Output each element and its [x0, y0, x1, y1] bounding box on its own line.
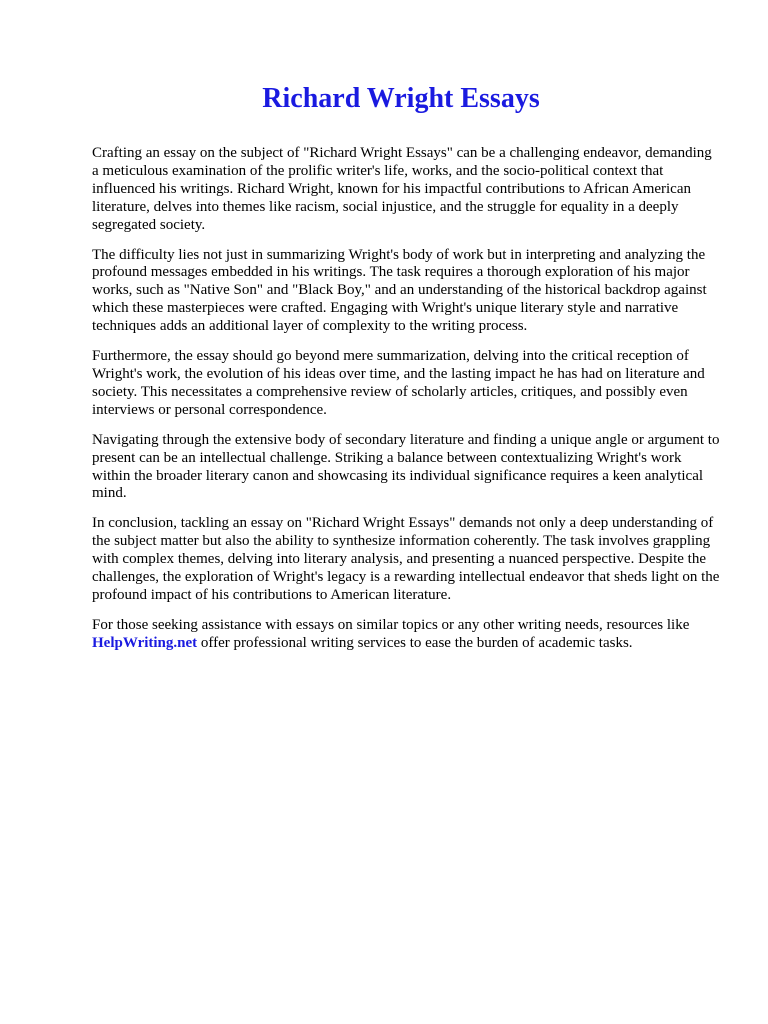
closing-paragraph — [92, 617, 720, 653]
paragraph-1: Crafting an essay on the subject of "Richard Wright Essays" can be a challenging endeavor, demanding a meticulous examination of the prolific writer's life, works, and the socio-political context that influenced his writings. Richard Wright, known for his impactful contributions to African American literature, delves into themes like racism, social injustice, and the struggle for equality in a deeply segregated society. — [92, 145, 712, 233]
document-title: Richard Wright Essays — [262, 83, 540, 114]
helpwriting-link[interactable]: HelpWriting.net — [92, 634, 198, 651]
closing-text-before-link: For those seeking assistance with essays on similar topics or any other writing needs, resources like — [92, 616, 690, 633]
closing-text-after-link: offer professional writing services to ease the burden of academic tasks. — [200, 634, 633, 651]
paragraph-5: In conclusion, tackling an essay on "Richard Wright Essays" demands not only a deep understanding of the subject matter but also the ability to synthesize information coherently. The task involves grappling with complex themes, delving into literary analysis, and presenting a nuanced perspective. Despite the challenges, the exploration of Wright's legacy is a rewarding intellectual endeavor that sheds light on the profound impact of his contributions to American literature. — [92, 515, 720, 603]
document-body — [92, 145, 720, 653]
paragraph-3: Furthermore, the essay should go beyond mere summarization, delving into the critical reception of Wright's work, the evolution of his ideas over time, and the lasting impact he has had on literature and society. This necessitates a comprehensive review of scholarly articles, critiques, and possibly even interviews or personal correspondence. — [92, 348, 705, 418]
paragraph-4: Navigating through the extensive body of secondary literature and finding a unique angle or argument to present can be an intellectual challenge. Striking a balance between contextualizing Wright's work within the broader literary canon and showcasing its individual significance requires a keen analytical mind. — [92, 431, 720, 502]
paragraph-2: The difficulty lies not just in summarizing Wright's body of work but in interpreting and analyzing the profound messages embedded in his writings. The task requires a thorough exploration of his major works, such as "Native Son" and "Black Boy," and an understanding of the historical backdrop against which these masterpieces were crafted. Engaging with Wright's unique literary style and narrative techniques adds an additional layer of complexity to the writing process. — [92, 246, 707, 335]
